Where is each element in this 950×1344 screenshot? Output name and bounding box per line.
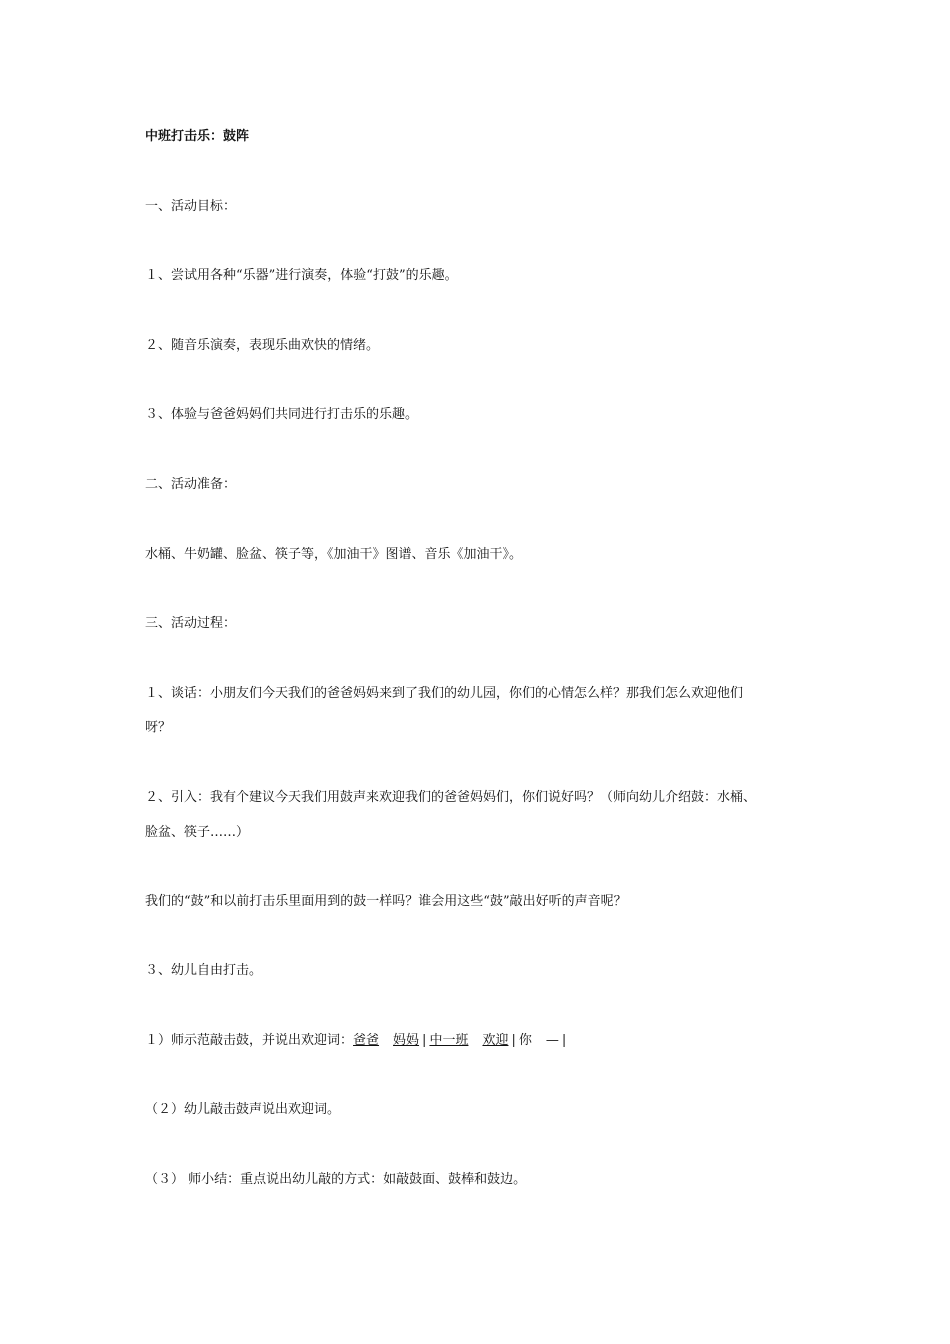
step-1-line-2: 呀？: [145, 720, 172, 735]
goal-item-1: １、尝试用各种“乐器”进行演奏，体验“打鼓”的乐趣。: [145, 268, 458, 283]
section-heading-preparation: 二、活动准备：: [145, 477, 237, 492]
bar-line-3: |: [561, 1033, 567, 1048]
rest-dash: —: [545, 1033, 559, 1048]
step-1-line-1: １、谈话：小朋友们今天我们的爸爸妈妈来到了我们的幼儿园，你们的心情怎么样？那我们怎么欢迎他们: [145, 686, 744, 701]
document-title: 中班打击乐：鼓阵: [145, 129, 250, 144]
section-heading-goals: 一、活动目标：: [145, 199, 237, 214]
goal-item-3: ３、体验与爸爸妈妈们共同进行打击乐的乐趣。: [145, 407, 419, 422]
sub-step-1: [145, 1032, 825, 1050]
welcome-word-ni: 你: [518, 1033, 532, 1048]
welcome-word-class: 中一班: [429, 1033, 469, 1048]
section-heading-process: 三、活动过程：: [145, 616, 237, 631]
step-3: ３、幼儿自由打击。: [145, 963, 263, 978]
step-2-line-3: 我们的“鼓”和以前打击乐里面用到的鼓一样吗？谁会用这些“鼓”敲出好听的声音呢？: [145, 894, 627, 909]
welcome-word-mama: 妈妈: [393, 1033, 420, 1048]
step-2-line-2: 脸盆、筷子……）: [145, 825, 250, 840]
goal-item-2: ２、随音乐演奏，表现乐曲欢快的情绪。: [145, 338, 380, 353]
sub-step-1-prefix: １）师示范敲击鼓，并说出欢迎词：: [145, 1033, 354, 1048]
bar-line-2: |: [511, 1033, 516, 1048]
sub-step-2: （２）幼儿敲击鼓声说出欢迎词。: [145, 1102, 341, 1117]
welcome-word-baba: 爸爸: [353, 1033, 380, 1048]
sub-step-3: （３） 师小结：重点说出幼儿敲的方式：如敲鼓面、鼓棒和鼓边。: [145, 1172, 527, 1187]
bar-line-1: |: [422, 1033, 427, 1048]
preparation-text: 水桶、牛奶罐、脸盆、筷子等，《加油干》图谱、音乐《加油干》。: [145, 547, 523, 562]
welcome-word-huanying: 欢迎: [482, 1033, 509, 1048]
step-2-line-1: ２、引入：我有个建议今天我们用鼓声来欢迎我们的爸爸妈妈们，你们说好吗？（师向幼儿介绍鼓：水桶、: [145, 790, 757, 805]
